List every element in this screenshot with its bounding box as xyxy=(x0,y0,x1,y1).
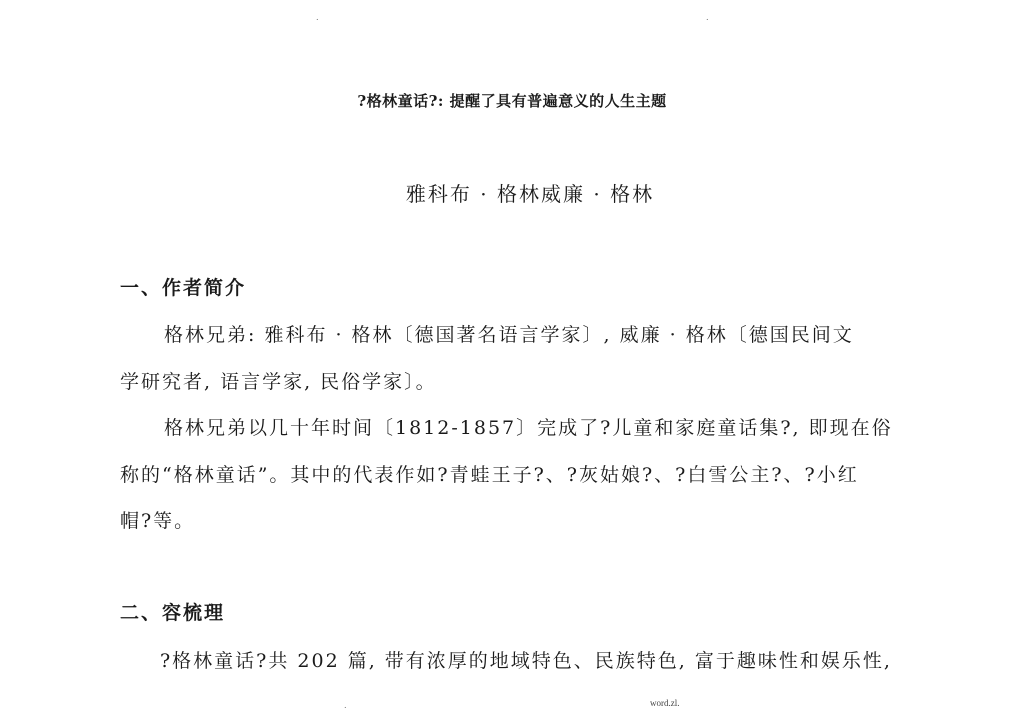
section-heading-content-review: 二、容梳理 xyxy=(120,602,226,624)
paragraph-line: ?格林童话?共 202 篇, 带有浓厚的地域特色、民族特色, 富于趣味性和娱乐性, xyxy=(160,650,892,672)
header-mark-right: . xyxy=(706,13,709,22)
paragraph-line: 格林兄弟: 雅科布 · 格林〔德国著名语言学家〕, 威廉 · 格林〔德国民间文 xyxy=(164,324,854,346)
paragraph-line: 学研究者, 语言学家, 民俗学家〕。 xyxy=(120,371,437,393)
paragraph-line: 称的“格林童话”。其中的代表作如?青蛙王子?、?灰姑娘?、?白雪公主?、?小红 xyxy=(120,464,859,486)
paragraph-line: 帽?等。 xyxy=(120,510,196,532)
paragraph-line: 格林兄弟以几十年时间〔1812-1857〕完成了?儿童和家庭童话集?, 即现在俗 xyxy=(164,417,893,439)
footer-mark-left: . xyxy=(344,701,347,710)
document-title: ?格林童话?: 提醒了具有普遍意义的人生主题 xyxy=(357,92,667,110)
authors-line: 雅科布 · 格林威廉 · 格林 xyxy=(405,182,655,206)
footer-label: word.zl. xyxy=(650,698,680,708)
header-mark-left: . xyxy=(316,13,319,22)
section-heading-author-intro: 一、作者简介 xyxy=(120,277,247,299)
